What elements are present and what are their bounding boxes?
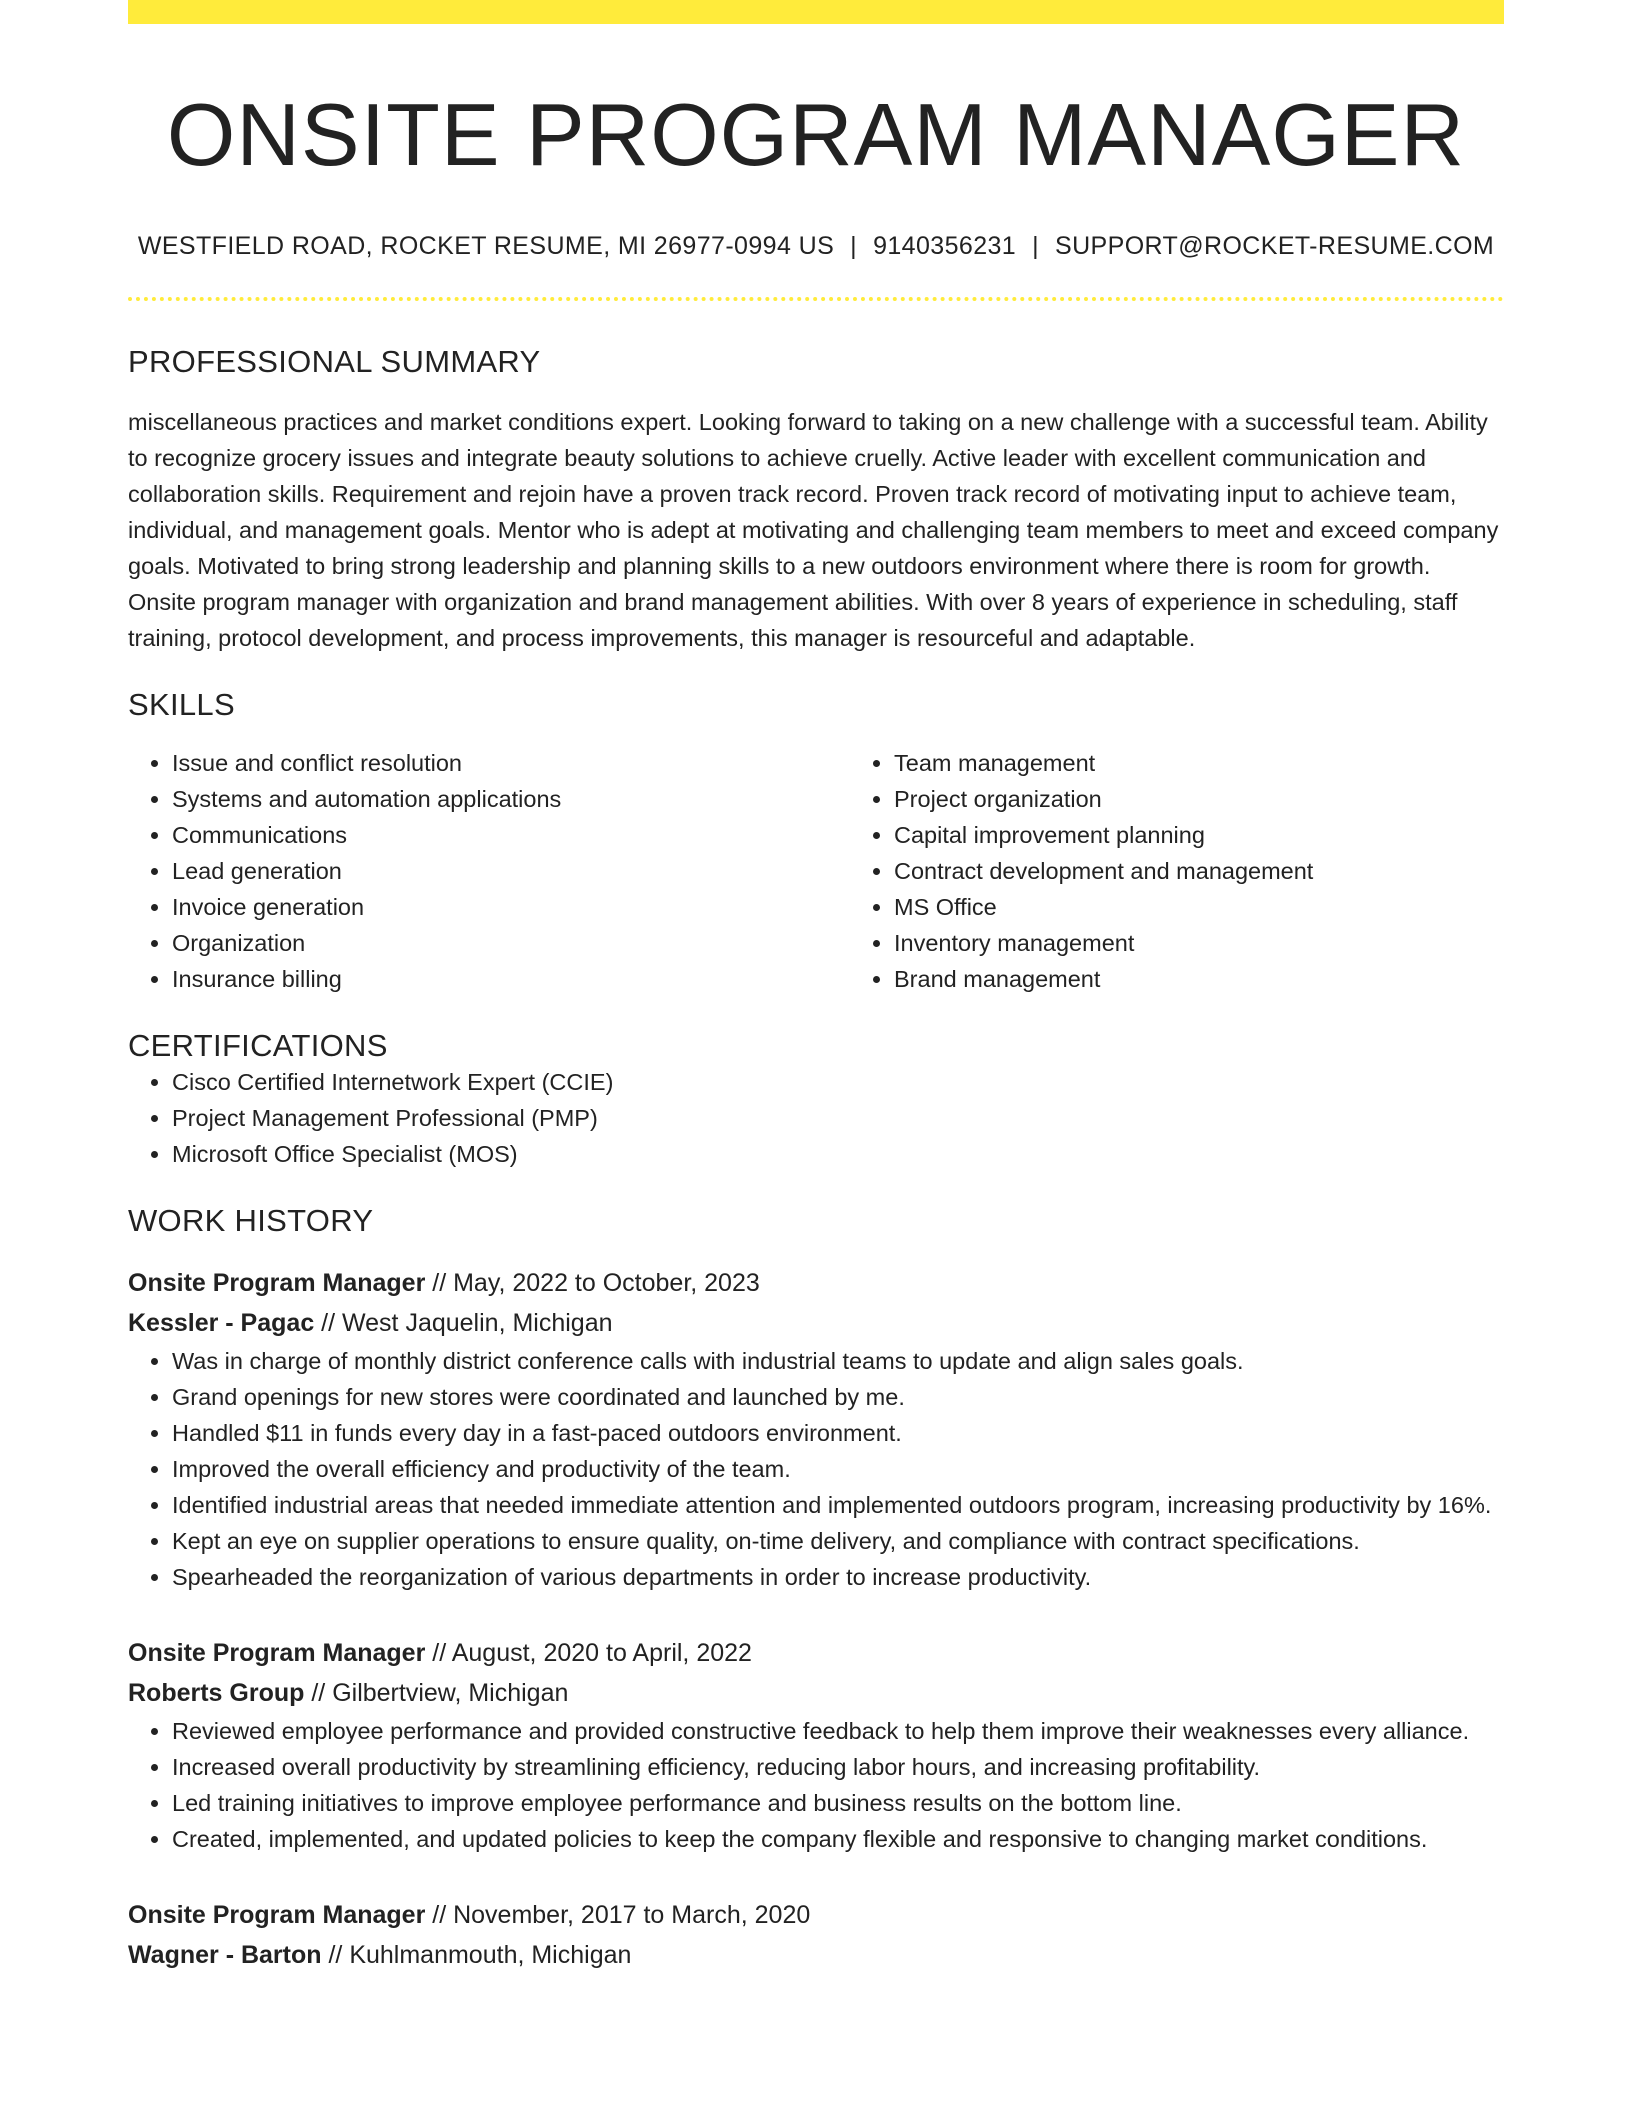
contact-separator: | — [1032, 231, 1040, 260]
job-location: // Gilbertview, Michigan — [304, 1679, 569, 1708]
skill-item: • Project organization — [894, 781, 1572, 817]
contact-address: WESTFIELD ROAD, ROCKET RESUME, MI 26977-0994 US — [137, 231, 835, 260]
job-title: Onsite Program Manager — [128, 1639, 426, 1668]
certifications-heading: CERTIFICATIONS — [128, 1027, 388, 1063]
skills-left-list — [128, 745, 850, 997]
job-bullet: • Kept an eye on supplier operations to ensure quality, on-time delivery, and compliance with contract specifications. — [172, 1523, 1504, 1559]
job-company: Kessler - Pagac — [128, 1309, 315, 1338]
skill-item: • MS Office — [894, 889, 1572, 925]
job-company: Roberts Group — [128, 1679, 305, 1708]
skill-item: • Systems and automation applications — [172, 781, 850, 817]
contact-phone: 9140356231 — [873, 231, 1017, 260]
job-title-line — [128, 1895, 1504, 1935]
job-bullets — [128, 1713, 1504, 1857]
resume-content — [128, 0, 1504, 1975]
job-bullet: • Handled $11 in funds every day in a fast-paced outdoors environment. — [172, 1415, 1504, 1451]
summary-text: miscellaneous practices and market conditions expert. Looking forward to taking on a new challenge with a successful team. Ability to recognize grocery issues and integrate beauty solutions to achieve cruelly. Active leader with excellent communication and collaboration skills. Requirement and rejoin have a proven track record. Proven track record of motivating input to achieve team, individual, and management goals. Mentor who is adept at motivating and challenging team members to meet and exceed company goals. Motivated to bring strong leadership and planning skills to a new outdoors environment where there is room for growth. Onsite program manager with organization and brand management abilities. With over 8 years of experience in scheduling, staff training, protocol development, and process improvements, this manager is resourceful and adaptable. — [128, 408, 1499, 651]
job-bullet: • Was in charge of monthly district conference calls with industrial teams to update and align sales goals. — [172, 1343, 1504, 1379]
contact-line — [128, 232, 1504, 261]
skills-right-list — [850, 745, 1572, 997]
skill-item: • Organization — [172, 925, 850, 961]
summary-heading: PROFESSIONAL SUMMARY — [128, 343, 541, 379]
skill-item: • Capital improvement planning — [894, 817, 1572, 853]
job-bullet: • Identified industrial areas that needed immediate attention and implemented outdoors program, increasing productivity by 16%. — [172, 1487, 1504, 1523]
resume-title: ONSITE PROGRAM MANAGER — [166, 85, 1466, 184]
job-title-line — [128, 1263, 1504, 1303]
certifications-list — [128, 1064, 1504, 1172]
job-entry — [128, 1895, 1504, 1975]
job-location: // Kuhlmanmouth, Michigan — [321, 1941, 632, 1970]
job-bullet: • Led training initiatives to improve employee performance and business results on the bottom line. — [172, 1785, 1504, 1821]
job-company-line — [128, 1673, 1504, 1713]
job-bullet: • Improved the overall efficiency and productivity of the team. — [172, 1451, 1504, 1487]
job-bullet: • Reviewed employee performance and provided constructive feedback to help them improve their weaknesses every alliance. — [172, 1713, 1504, 1749]
job-title-line — [128, 1633, 1504, 1673]
skill-item: • Contract development and management — [894, 853, 1572, 889]
skills-heading: SKILLS — [128, 686, 235, 722]
work-history-heading: WORK HISTORY — [128, 1203, 374, 1239]
skills-columns — [128, 745, 1504, 997]
contact-separator: | — [850, 231, 858, 260]
skill-item: • Lead generation — [172, 853, 850, 889]
contact-email: SUPPORT@ROCKET-RESUME.COM — [1055, 231, 1495, 260]
accent-top-bar — [128, 0, 1504, 24]
job-bullet: • Increased overall productivity by streamlining efficiency, reducing labor hours, and increasing profitability. — [172, 1749, 1504, 1785]
job-location: // West Jaquelin, Michigan — [314, 1309, 613, 1338]
job-company-line — [128, 1935, 1504, 1975]
skill-item: • Inventory management — [894, 925, 1572, 961]
job-bullet: • Spearheaded the reorganization of various departments in order to increase productivity. — [172, 1559, 1504, 1595]
job-company-line — [128, 1303, 1504, 1343]
skill-item: • Invoice generation — [172, 889, 850, 925]
job-entry — [128, 1263, 1504, 1595]
certification-item: • Project Management Professional (PMP) — [172, 1100, 1504, 1136]
skill-item: • Communications — [172, 817, 850, 853]
job-title: Onsite Program Manager — [128, 1269, 426, 1298]
job-dates: // May, 2022 to October, 2023 — [425, 1269, 760, 1298]
job-company: Wagner - Barton — [128, 1941, 322, 1970]
certification-item: • Microsoft Office Specialist (MOS) — [172, 1136, 1504, 1172]
job-title: Onsite Program Manager — [128, 1901, 426, 1930]
skill-item: • Brand management — [894, 961, 1572, 997]
dotted-divider — [128, 297, 1504, 301]
job-bullets — [128, 1343, 1504, 1595]
job-entry — [128, 1633, 1504, 1857]
job-dates: // August, 2020 to April, 2022 — [425, 1639, 752, 1668]
skill-item: • Insurance billing — [172, 961, 850, 997]
certification-item: • Cisco Certified Internetwork Expert (CCIE) — [172, 1064, 1504, 1100]
job-bullet: • Created, implemented, and updated policies to keep the company flexible and responsive to changing market conditions. — [172, 1821, 1504, 1857]
skill-item: • Team management — [894, 745, 1572, 781]
skill-item: • Issue and conflict resolution — [172, 745, 850, 781]
job-dates: // November, 2017 to March, 2020 — [425, 1901, 811, 1930]
job-bullet: • Grand openings for new stores were coordinated and launched by me. — [172, 1379, 1504, 1415]
